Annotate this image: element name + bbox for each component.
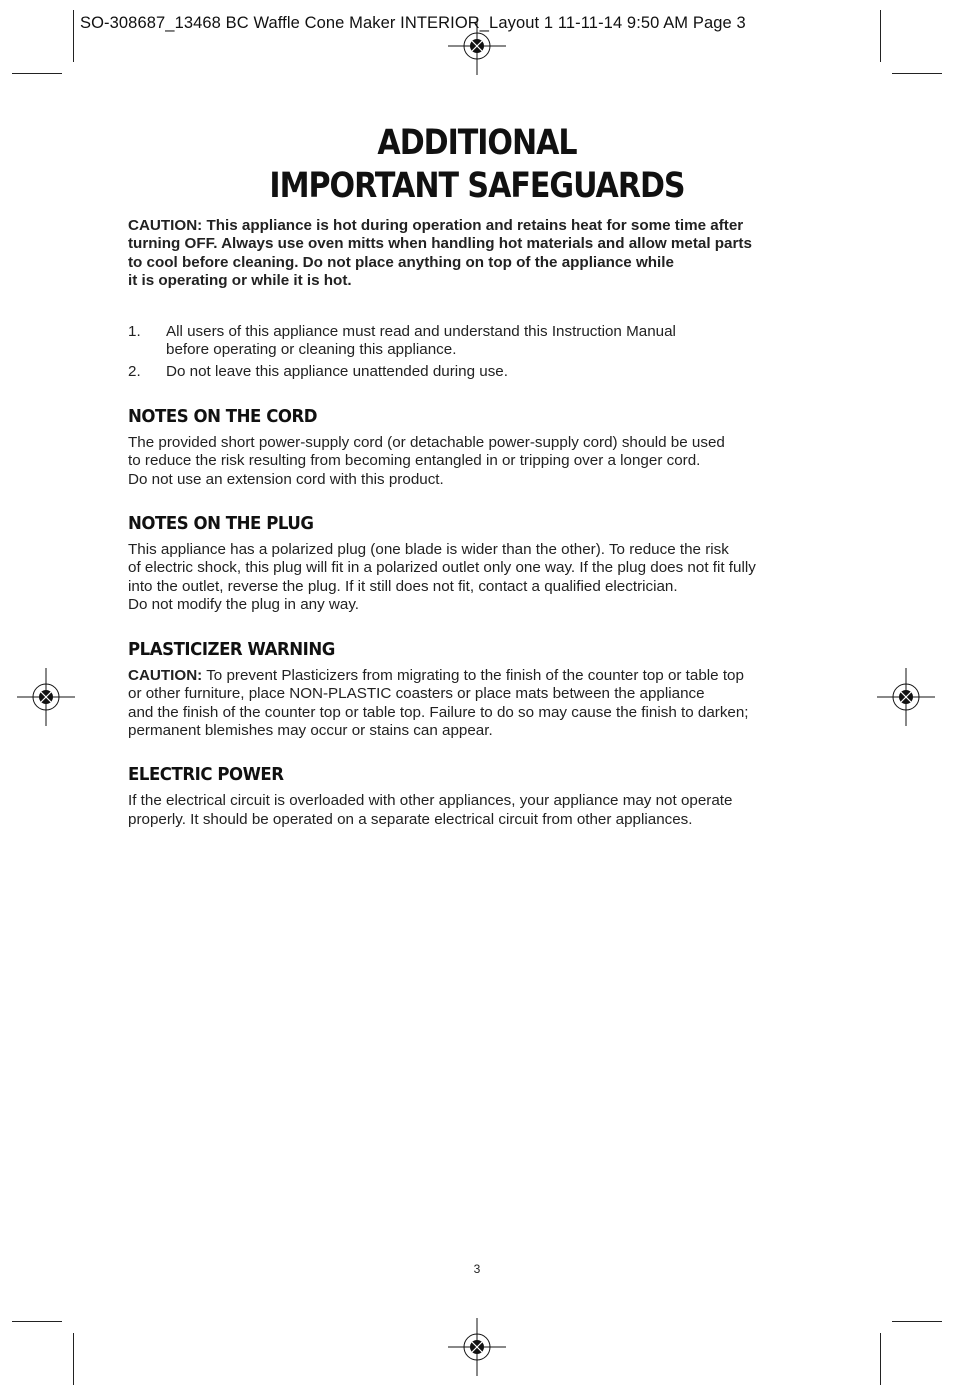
paragraph-line: to reduce the risk resulting from becoming entangled in or tripping over a longer cord.	[128, 452, 701, 470]
cord-paragraph	[128, 434, 828, 489]
paragraph-line: If the electrical circuit is overloaded with other appliances, your appliance may not operate	[128, 792, 733, 810]
paragraph-line-text: To prevent Plasticizers from migrating to the finish of the counter top or table top	[202, 666, 744, 684]
crop-mark-top-left-horizontal	[12, 73, 62, 74]
plasticizer-paragraph	[128, 667, 828, 741]
caution-line: it is operating or while it is hot.	[128, 272, 352, 290]
paragraph-line: Do not modify the plug in any way.	[128, 596, 360, 614]
crop-mark-bottom-left-vertical	[73, 1333, 74, 1385]
registration-mark-top-icon	[448, 17, 506, 75]
crop-mark-bottom-left-horizontal	[12, 1321, 62, 1322]
paragraph-line	[128, 667, 828, 685]
safeguard-list	[128, 323, 828, 382]
page-number: 3	[473, 1262, 481, 1276]
crop-mark-top-right-horizontal	[892, 73, 942, 74]
section-heading-plug: NOTES ON THE PLUG	[128, 513, 314, 535]
safeguard-item-2	[128, 363, 828, 381]
page-content	[128, 217, 828, 829]
safeguard-item-1	[128, 323, 828, 360]
crop-mark-top-right-vertical	[880, 10, 881, 62]
page-title-line-1: ADDITIONAL	[377, 123, 577, 163]
caution-line: to cool before cleaning. Do not place anything on top of the appliance while	[128, 253, 674, 271]
paragraph-line: or other furniture, place NON-PLASTIC coasters or place mats between the appliance	[128, 685, 705, 703]
paragraph-line: The provided short power-supply cord (or detachable power-supply cord) should be used	[128, 433, 725, 451]
section-heading-power: ELECTRIC POWER	[128, 764, 284, 786]
crop-mark-bottom-right-vertical	[880, 1333, 881, 1385]
safeguard-text-line: All users of this appliance must read and understand this Instruction Manual	[166, 322, 676, 340]
paragraph-line: properly. It should be operated on a separate electrical circuit from other appliances.	[128, 810, 693, 828]
caution-paragraph	[128, 217, 828, 291]
safeguard-text-line: before operating or cleaning this appliance.	[166, 341, 457, 359]
crop-mark-bottom-right-horizontal	[892, 1321, 942, 1322]
section-heading-plasticizer: PLASTICIZER WARNING	[128, 638, 335, 660]
paragraph-line: This appliance has a polarized plug (one blade is wider than the other). To reduce the risk	[128, 541, 729, 559]
caution-label: CAUTION:	[128, 666, 203, 684]
power-paragraph	[128, 792, 828, 829]
crop-mark-top-left-vertical	[73, 10, 74, 62]
safeguard-text-line: Do not leave this appliance unattended during use.	[166, 363, 508, 381]
plug-paragraph	[128, 541, 828, 615]
registration-mark-left-icon	[17, 668, 75, 726]
paragraph-line: into the outlet, reverse the plug. If it still does not fit, contact a qualified electrician.	[128, 577, 678, 595]
page-title-line-2: IMPORTANT SAFEGUARDS	[269, 166, 685, 206]
printer-slug-line: SO-308687_13468 BC Waffle Cone Maker INTERIOR_Layout 1 11-11-14 9:50 AM Page 3	[80, 14, 746, 32]
section-heading-cord: NOTES ON THE CORD	[128, 405, 318, 427]
paragraph-line: of electric shock, this plug will fit in a polarized outlet only one way. If the plug does not fit fully	[128, 559, 756, 577]
paragraph-line: Do not use an extension cord with this product.	[128, 470, 444, 488]
page-title	[67, 122, 887, 208]
paragraph-line: and the finish of the counter top or table top. Failure to do so may cause the finish to darken;	[128, 703, 749, 721]
registration-mark-bottom-icon	[448, 1318, 506, 1376]
safeguard-number: 2.	[128, 363, 141, 381]
caution-line: turning OFF. Always use oven mitts when handling hot materials and allow metal parts	[128, 235, 752, 253]
caution-line: CAUTION: This appliance is hot during operation and retains heat for some time after	[128, 217, 744, 234]
registration-mark-right-icon	[877, 668, 935, 726]
safeguard-number: 1.	[128, 322, 141, 340]
paragraph-line: permanent blemishes may occur or stains can appear.	[128, 721, 493, 739]
